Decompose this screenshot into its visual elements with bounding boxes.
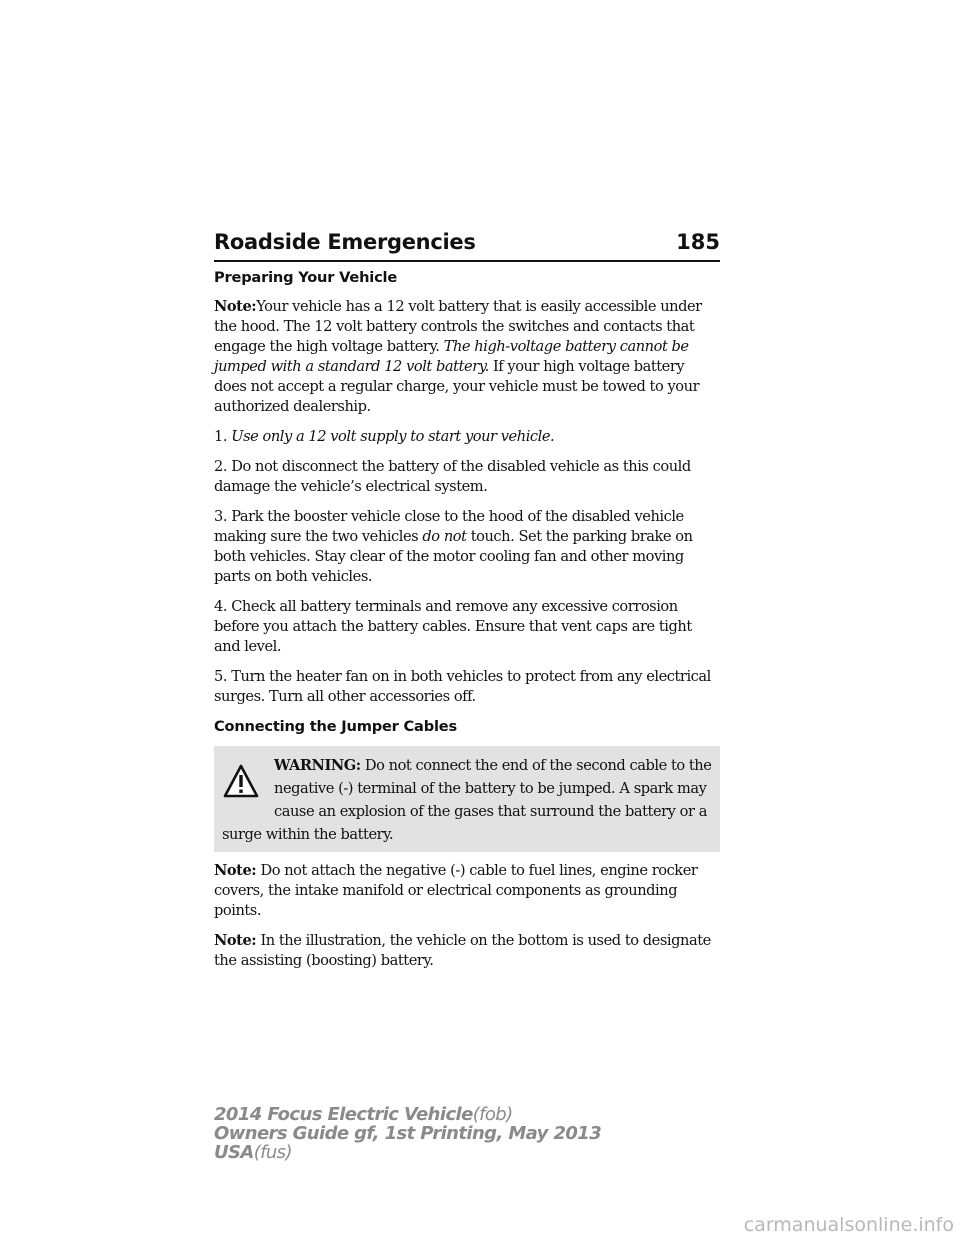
page-content <box>214 268 720 981</box>
footer-vehicle-code: (fob) <box>472 1104 513 1125</box>
footer-line-market <box>214 1143 714 1162</box>
note-text: Your vehicle has a 12 volt battery that is easily accessible under the hood. The 12 volt battery controls the switches and contacts that engage the high voltage battery. <box>214 298 702 355</box>
warning-label: WARNING: <box>274 757 361 774</box>
note-paragraph-battery <box>214 297 720 417</box>
note-label: Note: <box>214 862 257 879</box>
step-1 <box>214 427 720 447</box>
footer-line-guide <box>214 1124 714 1143</box>
footer-vehicle: 2014 Focus Electric Vehicle <box>214 1104 473 1125</box>
footer-line-vehicle <box>214 1105 714 1124</box>
note-italic-text: The high-voltage battery cannot be jumped with a standard 12 volt battery. <box>214 338 689 375</box>
note-paragraph-ground <box>214 861 720 921</box>
note-paragraph-illustration <box>214 931 720 971</box>
step-3 <box>214 507 720 587</box>
document-footer <box>214 1105 714 1162</box>
note-text: In the illustration, the vehicle on the bottom is used to designate the assisting (boosting) battery. <box>214 932 711 969</box>
heading-preparing-vehicle: Preparing Your Vehicle <box>214 269 398 286</box>
step-text-continued: touch. Set the parking brake on both vehicles. Stay clear of the motor cooling fan and other moving parts on both vehicles. <box>214 528 693 585</box>
header-divider <box>214 260 720 262</box>
step-5: 5. Turn the heater fan on in both vehicles to protect from any electrical surges. Turn all other accessories off. <box>214 668 711 705</box>
warning-text-block <box>222 754 712 846</box>
footer-market-code: (fus) <box>253 1142 292 1163</box>
warning-triangle-icon <box>222 760 260 806</box>
step-4: 4. Check all battery terminals and remove any excessive corrosion before you attach the battery cables. Ensure that vent caps are tight and level. <box>214 598 692 655</box>
step-2: 2. Do not disconnect the battery of the disabled vehicle as this could damage the vehicle’s electrical system. <box>214 458 691 495</box>
step-text: 3. Park the booster vehicle close to the hood of the disabled vehicle making sure the two vehicles <box>214 508 684 545</box>
note-text-continued: If your high voltage battery does not accept a regular charge, your vehicle must be towed to your authorized dealership. <box>214 358 700 415</box>
page-number: 185 <box>676 230 720 254</box>
warning-box <box>214 746 720 852</box>
step-emphasis: do not <box>422 528 467 545</box>
footer-guide: Owners Guide gf, 1st Printing, May 2013 <box>214 1123 602 1144</box>
note-text: Do not attach the negative (-) cable to fuel lines, engine rocker covers, the intake manifold or electrical components as grounding points. <box>214 862 698 919</box>
page-header <box>214 230 720 260</box>
watermark: carmanualsonline.info <box>743 1214 954 1236</box>
heading-connecting-cables: Connecting the Jumper Cables <box>214 718 457 735</box>
section-title: Roadside Emergencies <box>214 230 476 254</box>
note-label: Note: <box>214 932 257 949</box>
footer-market: USA <box>214 1142 254 1163</box>
step-number: 1. <box>214 428 232 445</box>
step-text: Use only a 12 volt supply to start your vehicle. <box>231 428 555 445</box>
note-label: Note: <box>214 298 257 315</box>
warning-text: Do not connect the end of the second cable to the negative (-) terminal of the battery to be jumped. A spark may cause an explosion of the gases that surround the battery or a surge within the battery. <box>222 757 712 843</box>
